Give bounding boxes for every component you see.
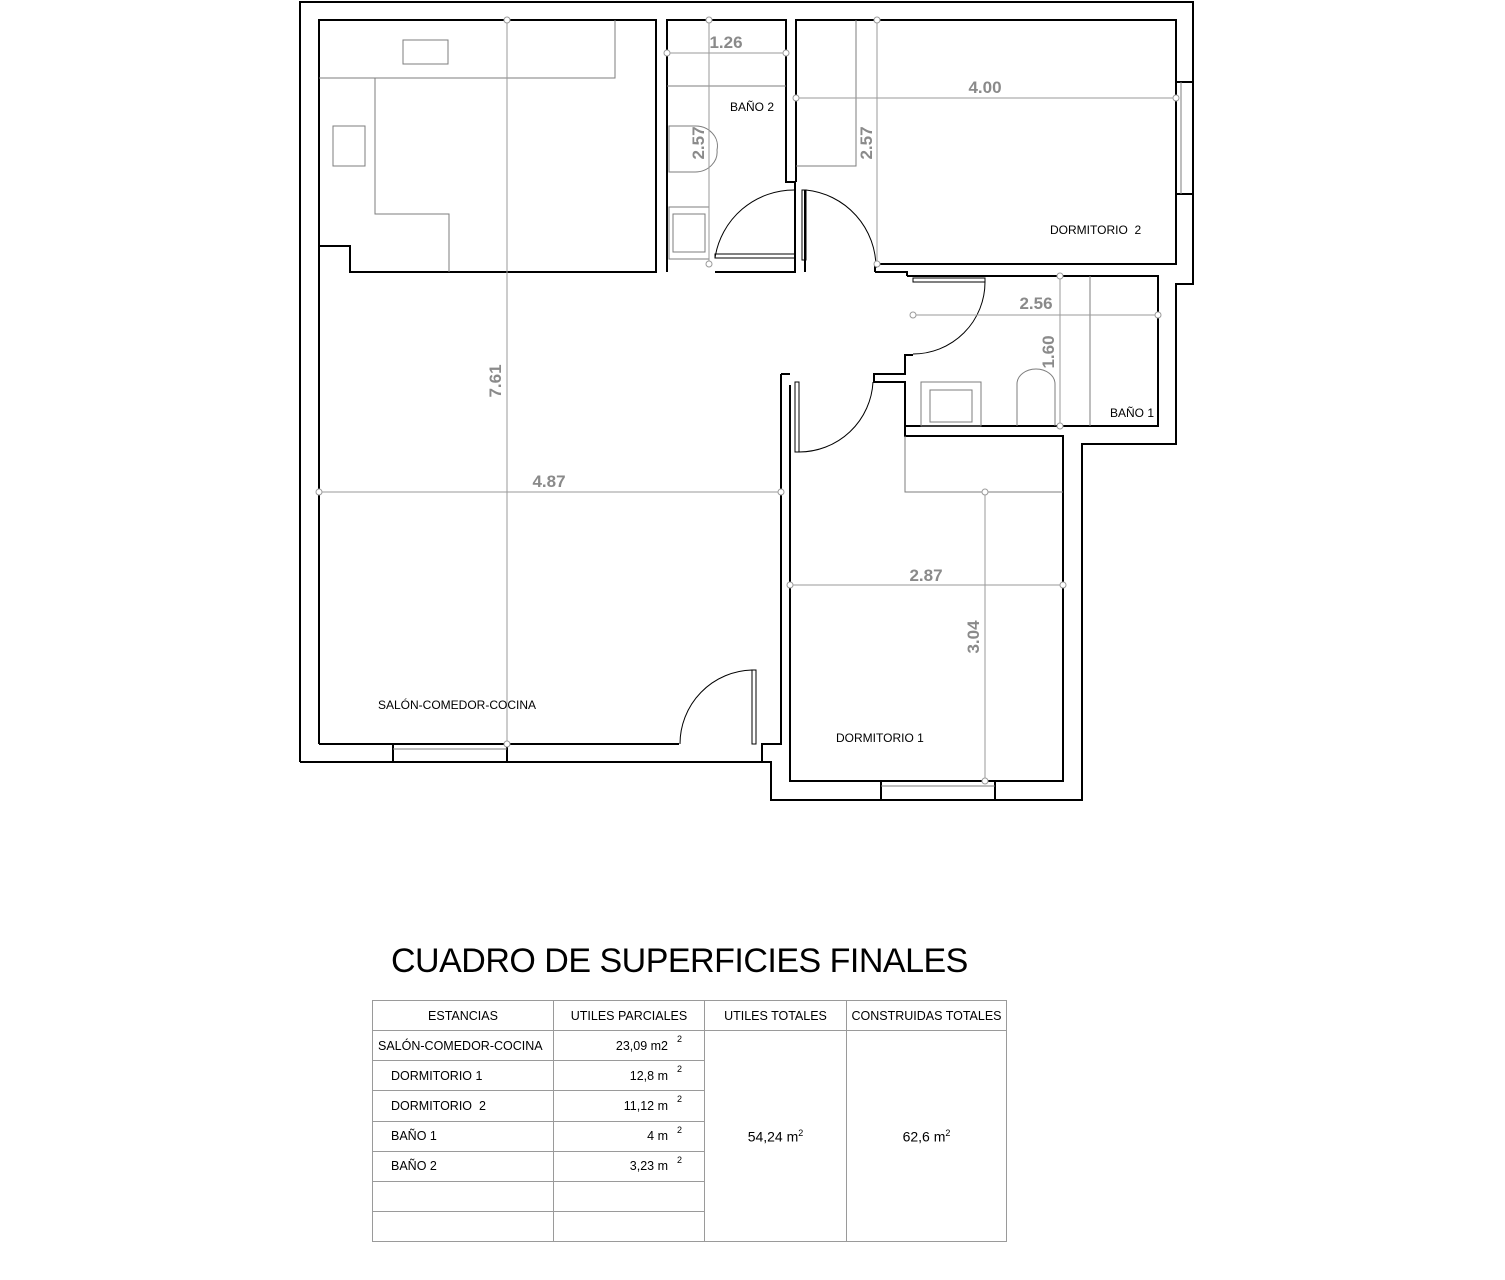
- room-label-dorm1: DORMITORIO 1: [836, 731, 924, 745]
- dim-bano1-height: 1.60: [1039, 335, 1058, 369]
- kitchen-counter: [319, 20, 615, 272]
- row-name: BAÑO 1: [373, 1121, 554, 1151]
- bano1-fixtures: [921, 276, 1090, 426]
- dim-salon-height: 7.61: [486, 364, 505, 398]
- dim-dorm2-width: 4.00: [968, 78, 1002, 97]
- dim-bano2-width: 1.26: [709, 33, 743, 52]
- row-area: 3,23 m 2: [554, 1151, 705, 1181]
- window-salon: [393, 744, 507, 762]
- outer-wall: [300, 2, 1193, 800]
- surface-table: [372, 1000, 1007, 1242]
- dim-bano1-width: 2.56: [1019, 294, 1053, 313]
- row-area: 23,09 m2 2: [554, 1031, 705, 1061]
- dimension-lines: [316, 17, 1179, 784]
- room-label-bano2: BAÑO 2: [730, 100, 775, 114]
- window-dorm1: [881, 781, 995, 800]
- table-row: [373, 1031, 1007, 1061]
- door-dorm1: [795, 382, 873, 452]
- table-header-row: [373, 1001, 1007, 1031]
- door-bano1: [913, 278, 985, 354]
- dorm1-wardrobe: [905, 436, 1063, 492]
- row-area: 12,8 m 2: [554, 1061, 705, 1091]
- row-name: DORMITORIO 1: [373, 1061, 554, 1091]
- door-bano2: [715, 190, 795, 258]
- header-utiles-totales: UTILES TOTALES: [705, 1001, 847, 1031]
- table-title: CUADRO DE SUPERFICIES FINALES: [391, 942, 968, 980]
- dim-bano2-height: 2.57: [689, 126, 708, 160]
- door-dorm2: [802, 190, 876, 268]
- header-construidas-totales: CONSTRUIDAS TOTALES: [847, 1001, 1007, 1031]
- dim-dorm1-width: 2.87: [909, 566, 943, 585]
- room-label-salon: SALÓN-COMEDOR-COCINA: [378, 698, 537, 712]
- row-area: 4 m 2: [554, 1121, 705, 1151]
- row-name: SALÓN-COMEDOR-COCINA: [373, 1031, 554, 1061]
- row-name: BAÑO 2: [373, 1151, 554, 1181]
- utiles-totales-value: 54,24 $m^2$: [705, 1031, 847, 1242]
- dorm2-wardrobe: [796, 20, 856, 166]
- row-area: 11,12 m 2: [554, 1091, 705, 1121]
- dim-dorm2-height: 2.57: [857, 126, 876, 160]
- room-label-bano1: BAÑO 1: [1110, 406, 1155, 420]
- door-entrance: [680, 670, 756, 744]
- row-name: DORMITORIO 2: [373, 1091, 554, 1121]
- bano2-wall: [667, 20, 795, 272]
- room-label-dorm2: DORMITORIO 2: [1050, 223, 1142, 237]
- dim-salon-width: 4.87: [532, 472, 566, 491]
- header-estancias: ESTANCIAS: [373, 1001, 554, 1031]
- construidas-totales-value: 62,6 $m^2$: [847, 1031, 1007, 1242]
- header-utiles-parciales: UTILES PARCIALES: [554, 1001, 705, 1031]
- dim-dorm1-height: 3.04: [964, 620, 983, 654]
